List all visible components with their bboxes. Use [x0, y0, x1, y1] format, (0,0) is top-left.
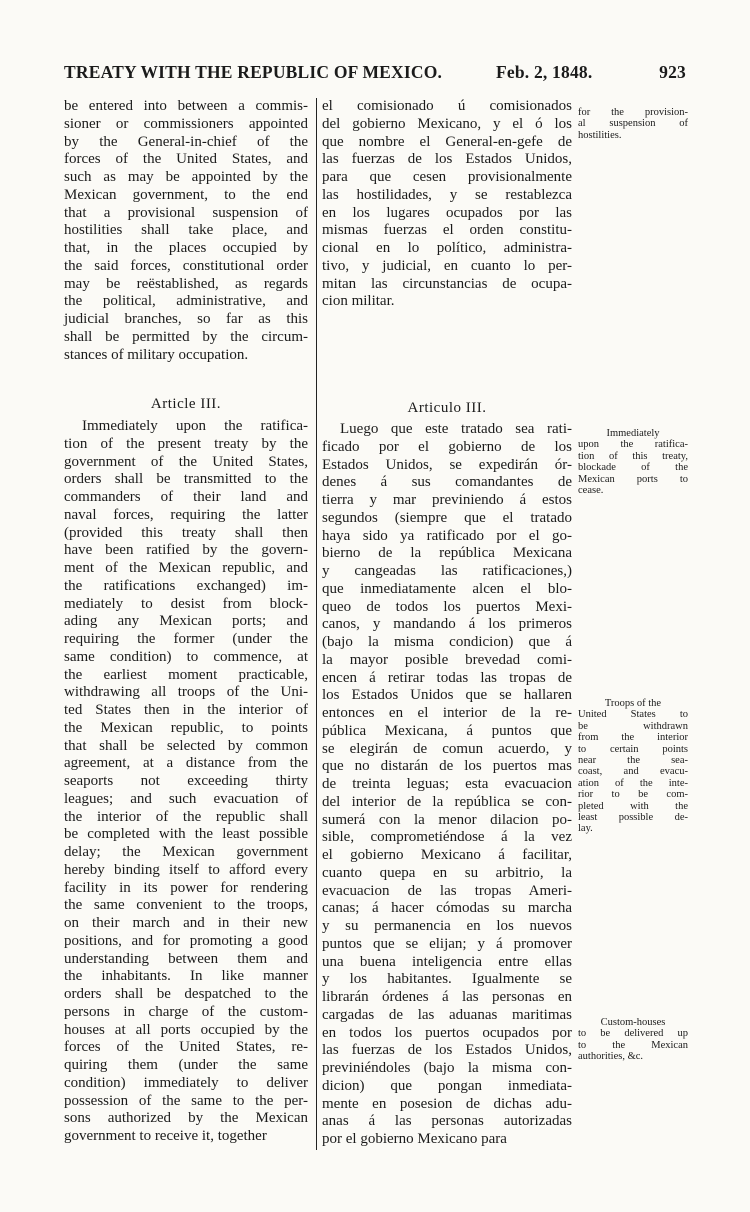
- margin-note-line: authorities, &c.: [578, 1051, 644, 1063]
- text-line: delay; the Mexican government: [64, 844, 308, 860]
- text-line: evacuacion de las tropas Ameri-: [322, 882, 572, 899]
- margin-note-line: least possible de-: [578, 812, 688, 824]
- margin-note-line: United States to: [578, 709, 688, 721]
- text-line: cuanto quepa en su arbitrio, la: [322, 864, 572, 881]
- text-line: ment of the Mexican republic, and: [64, 560, 308, 576]
- text-line: en los lugares ocupados por las: [322, 204, 572, 221]
- text-line: y cangeadas las ratificaciones,): [322, 563, 572, 579]
- text-line: cargadas de las aduanas maritimas: [322, 1006, 572, 1023]
- margin-note-line: to the Mexican: [578, 1039, 688, 1051]
- text-line: tion of the present treaty by the: [64, 435, 308, 452]
- margin-note-line: to be delivered up: [578, 1028, 688, 1040]
- text-line: pública Mexicana, á puntos que: [322, 722, 572, 739]
- margin-note-line: cease.: [578, 485, 604, 497]
- text-line: withdrawing all troops of the Uni-: [64, 684, 308, 701]
- text-line: la mayor posible brevedad comi-: [322, 651, 572, 668]
- text-line: las fuerzas de los Estados Unidos,: [322, 151, 572, 168]
- treaty-date: Feb. 2, 1848.: [496, 62, 593, 82]
- text-line: sumerá con la menor dilacion po-: [322, 811, 572, 828]
- margin-note-provisional: [578, 107, 688, 141]
- margin-note-line: blockade of the: [578, 462, 688, 474]
- text-line: possession of the same to the per-: [64, 1092, 308, 1109]
- margin-note-line: to certain points: [578, 743, 688, 755]
- text-line: en todos los puertos ocupados por: [322, 1024, 572, 1041]
- text-line: such as may be appointed by the: [64, 169, 308, 185]
- text-line: librarán órdenes á las personas en: [322, 989, 572, 1005]
- text-line: que nombre el General-en-gefe de: [322, 133, 572, 150]
- text-line: y los habitantes. Igualmente se: [322, 971, 572, 988]
- text-line: houses at all ports occupied by the: [64, 1021, 308, 1038]
- text-line: tivo, y judicial, en cuanto lo per-: [322, 257, 572, 274]
- text-line: the inhabitants. In like manner: [64, 968, 308, 985]
- text-line: una buena inteligencia entre ellas: [322, 953, 572, 970]
- english-top-paragraph: [64, 98, 308, 364]
- margin-note-line: lay.: [578, 823, 593, 835]
- text-line: queo de todos los puertos Mexi-: [322, 598, 572, 615]
- text-line: se elegirán de comun acuerdo, y: [322, 740, 572, 757]
- text-line: cion militar.: [322, 293, 395, 310]
- text-line: on their march and in their new: [64, 915, 308, 931]
- text-line: del interior de la república se con-: [322, 793, 572, 810]
- text-line: encen á retirar todas las tropas de: [322, 669, 572, 686]
- text-line: Luego que este tratado sea rati-: [340, 421, 572, 437]
- spanish-article-text: [322, 421, 572, 1149]
- text-line: ading any Mexican ports; and: [64, 613, 308, 630]
- text-line: the interior of the republic shall: [64, 808, 308, 825]
- margin-note-line: rior to be com-: [578, 789, 688, 801]
- text-line: orders shall be despatched to the: [64, 986, 308, 1002]
- text-line: puntos que se elijan; y á promover: [322, 935, 572, 952]
- text-line: hostilities shall take place, and: [64, 222, 308, 239]
- margin-note-line: tion of this treaty,: [578, 450, 688, 462]
- text-line: mente en posesion de dichas adu-: [322, 1095, 572, 1112]
- text-line: que inmediatamente alcen el blo-: [322, 580, 572, 597]
- text-line: forces of the United States, and: [64, 151, 308, 168]
- text-line: agreement, at a distance from the: [64, 755, 308, 772]
- english-article-text: [64, 418, 308, 1146]
- text-line: tierra y mar previniendo á estos: [322, 492, 572, 508]
- text-line: sons authorized by the Mexican: [64, 1110, 308, 1127]
- text-line: canos, y mandando á los primeros: [322, 616, 572, 633]
- running-title: TREATY WITH THE REPUBLIC OF MEXICO.: [64, 62, 443, 82]
- text-line: del gobierno Mexicano, y el ó los: [322, 115, 572, 132]
- text-line: anas á las personas autorizadas: [322, 1113, 572, 1130]
- text-line: (provided this treaty shall then: [64, 524, 308, 541]
- margin-note-line: pleted with the: [578, 800, 688, 812]
- margin-note-line: near the sea-: [578, 755, 688, 767]
- margin-note-line: for the provision-: [578, 107, 688, 118]
- text-line: las hostilidades, y se restablezca: [322, 186, 572, 203]
- text-line: dicion) que pongan inmediata-: [322, 1077, 572, 1094]
- text-line: ted States then in the interior of: [64, 702, 308, 718]
- text-line: previniéndoles (bajo la misma con-: [322, 1060, 572, 1076]
- text-line: the Mexican republic, to points: [64, 719, 308, 736]
- text-line: Mexican government, to the end: [64, 186, 308, 203]
- text-line: that, in the places occupied by: [64, 240, 308, 256]
- text-line: condition) immediately to deliver: [64, 1074, 308, 1091]
- text-line: sible, comprometiéndose á la vez: [322, 829, 572, 846]
- text-line: the same convenient to the troops,: [64, 897, 308, 914]
- margin-note-line: al suspension of: [578, 118, 688, 130]
- english-article-heading: Article III.: [150, 396, 222, 412]
- text-line: el gobierno Mexicano á facilitar,: [322, 847, 572, 863]
- text-line: quiring them (under the same: [64, 1057, 308, 1073]
- text-line: orders shall be transmitted to the: [64, 471, 308, 488]
- text-line: the said forces, constitutional order: [64, 257, 308, 274]
- margin-note-troops: [578, 698, 688, 835]
- text-line: el comisionado ú comisionados: [322, 98, 572, 114]
- text-line: para que cesen provisionalmente: [322, 169, 572, 185]
- text-line: same condition) to commence, at: [64, 648, 308, 665]
- text-line: hereby binding itself to afford every: [64, 861, 308, 878]
- text-line: be entered into between a commis-: [64, 98, 308, 114]
- margin-note-line: hostilities.: [578, 129, 622, 141]
- margin-note-line: Immediately: [606, 428, 660, 439]
- text-line: Immediately upon the ratifica-: [82, 418, 308, 434]
- text-line: bierno de la república Mexicana: [322, 545, 572, 562]
- margin-note-line: be withdrawn: [578, 720, 688, 732]
- text-line: haya sido ya ratificado por el go-: [322, 527, 572, 544]
- margin-note-line: upon the ratifica-: [578, 439, 688, 451]
- text-line: may be reëstablished, as regards: [64, 275, 308, 292]
- text-line: los Estados Unidos que se hallaren: [322, 687, 572, 704]
- text-line: Estados Unidos, se expedirán ór-: [322, 456, 572, 473]
- column-divider: [316, 98, 317, 1150]
- text-line: segundos (siempre que el tratado: [322, 509, 572, 526]
- text-line: leagues; and such evacuation of: [64, 790, 308, 807]
- margin-note-customs: [578, 1017, 688, 1063]
- text-line: shall be permitted by the circum-: [64, 328, 308, 345]
- margin-note-line: Custom-houses: [600, 1017, 666, 1028]
- text-line: ficado por el gobierno de los: [322, 438, 572, 455]
- text-line: las fuerzas de los Estados Unidos,: [322, 1042, 572, 1059]
- text-line: cional en lo político, administra-: [322, 240, 572, 256]
- spanish-top-paragraph: [322, 98, 572, 311]
- text-line: that shall be selected by common: [64, 737, 308, 754]
- text-line: by the General-in-chief of the: [64, 133, 308, 150]
- text-line: understanding between them and: [64, 950, 308, 967]
- margin-note-line: from the interior: [578, 732, 688, 744]
- text-line: be completed with the least possible: [64, 826, 308, 843]
- text-line: government of the United States,: [64, 453, 308, 470]
- text-line: judicial branches, so far as this: [64, 311, 308, 327]
- text-line: positions, and for promoting a good: [64, 932, 308, 949]
- text-line: que no distarán de los puertos mas: [322, 758, 572, 775]
- text-line: the earliest moment practicable,: [64, 666, 308, 683]
- text-line: the ratifications exchanged) im-: [64, 577, 308, 594]
- text-line: naval forces, requiring the latter: [64, 506, 308, 523]
- page-number: 923: [659, 62, 686, 82]
- text-line: the political, administrative, and: [64, 293, 308, 310]
- running-header: [64, 62, 686, 86]
- text-line: canas; á hacer cómodas su marcha: [322, 900, 572, 917]
- text-line: facility in its power for rendering: [64, 879, 308, 896]
- text-line: sioner or commissioners appointed: [64, 115, 308, 132]
- text-line: denes á sus comandantes de: [322, 474, 572, 491]
- margin-note-line: ation of the inte-: [578, 777, 688, 789]
- margin-note-line: coast, and evacu-: [578, 766, 688, 778]
- text-line: persons in charge of the custom-: [64, 1003, 308, 1020]
- margin-note-blockade: [578, 428, 688, 496]
- text-line: entonces en el interior de la re-: [322, 705, 572, 721]
- text-line: mediately to desist from block-: [64, 595, 308, 612]
- text-line: requiring the former (under the: [64, 631, 308, 647]
- text-line: (bajo la misma condicion) que á: [322, 634, 572, 650]
- text-line: de treinta leguas; esta evacuacion: [322, 776, 572, 792]
- text-line: mitan las circunstancias de ocupa-: [322, 275, 572, 292]
- text-line: mismas fuerzas el orden constitu-: [322, 222, 572, 239]
- text-line: government to receive it, together: [64, 1128, 267, 1144]
- text-line: y su permanencia en los nuevos: [322, 918, 572, 934]
- text-line: forces of the United States, re-: [64, 1039, 308, 1056]
- text-line: stances of military occupation.: [64, 346, 249, 363]
- text-line: have been ratified by the govern-: [64, 542, 308, 559]
- text-line: por el gobierno Mexicano para: [322, 1131, 507, 1147]
- margin-note-line: Troops of the: [604, 698, 662, 709]
- spanish-article-heading: Articulo III.: [407, 400, 487, 416]
- margin-note-line: Mexican ports to: [578, 473, 688, 485]
- text-line: commanders of their land and: [64, 489, 308, 505]
- text-line: that a provisional suspension of: [64, 204, 308, 221]
- text-line: seaports not exceeding thirty: [64, 773, 308, 789]
